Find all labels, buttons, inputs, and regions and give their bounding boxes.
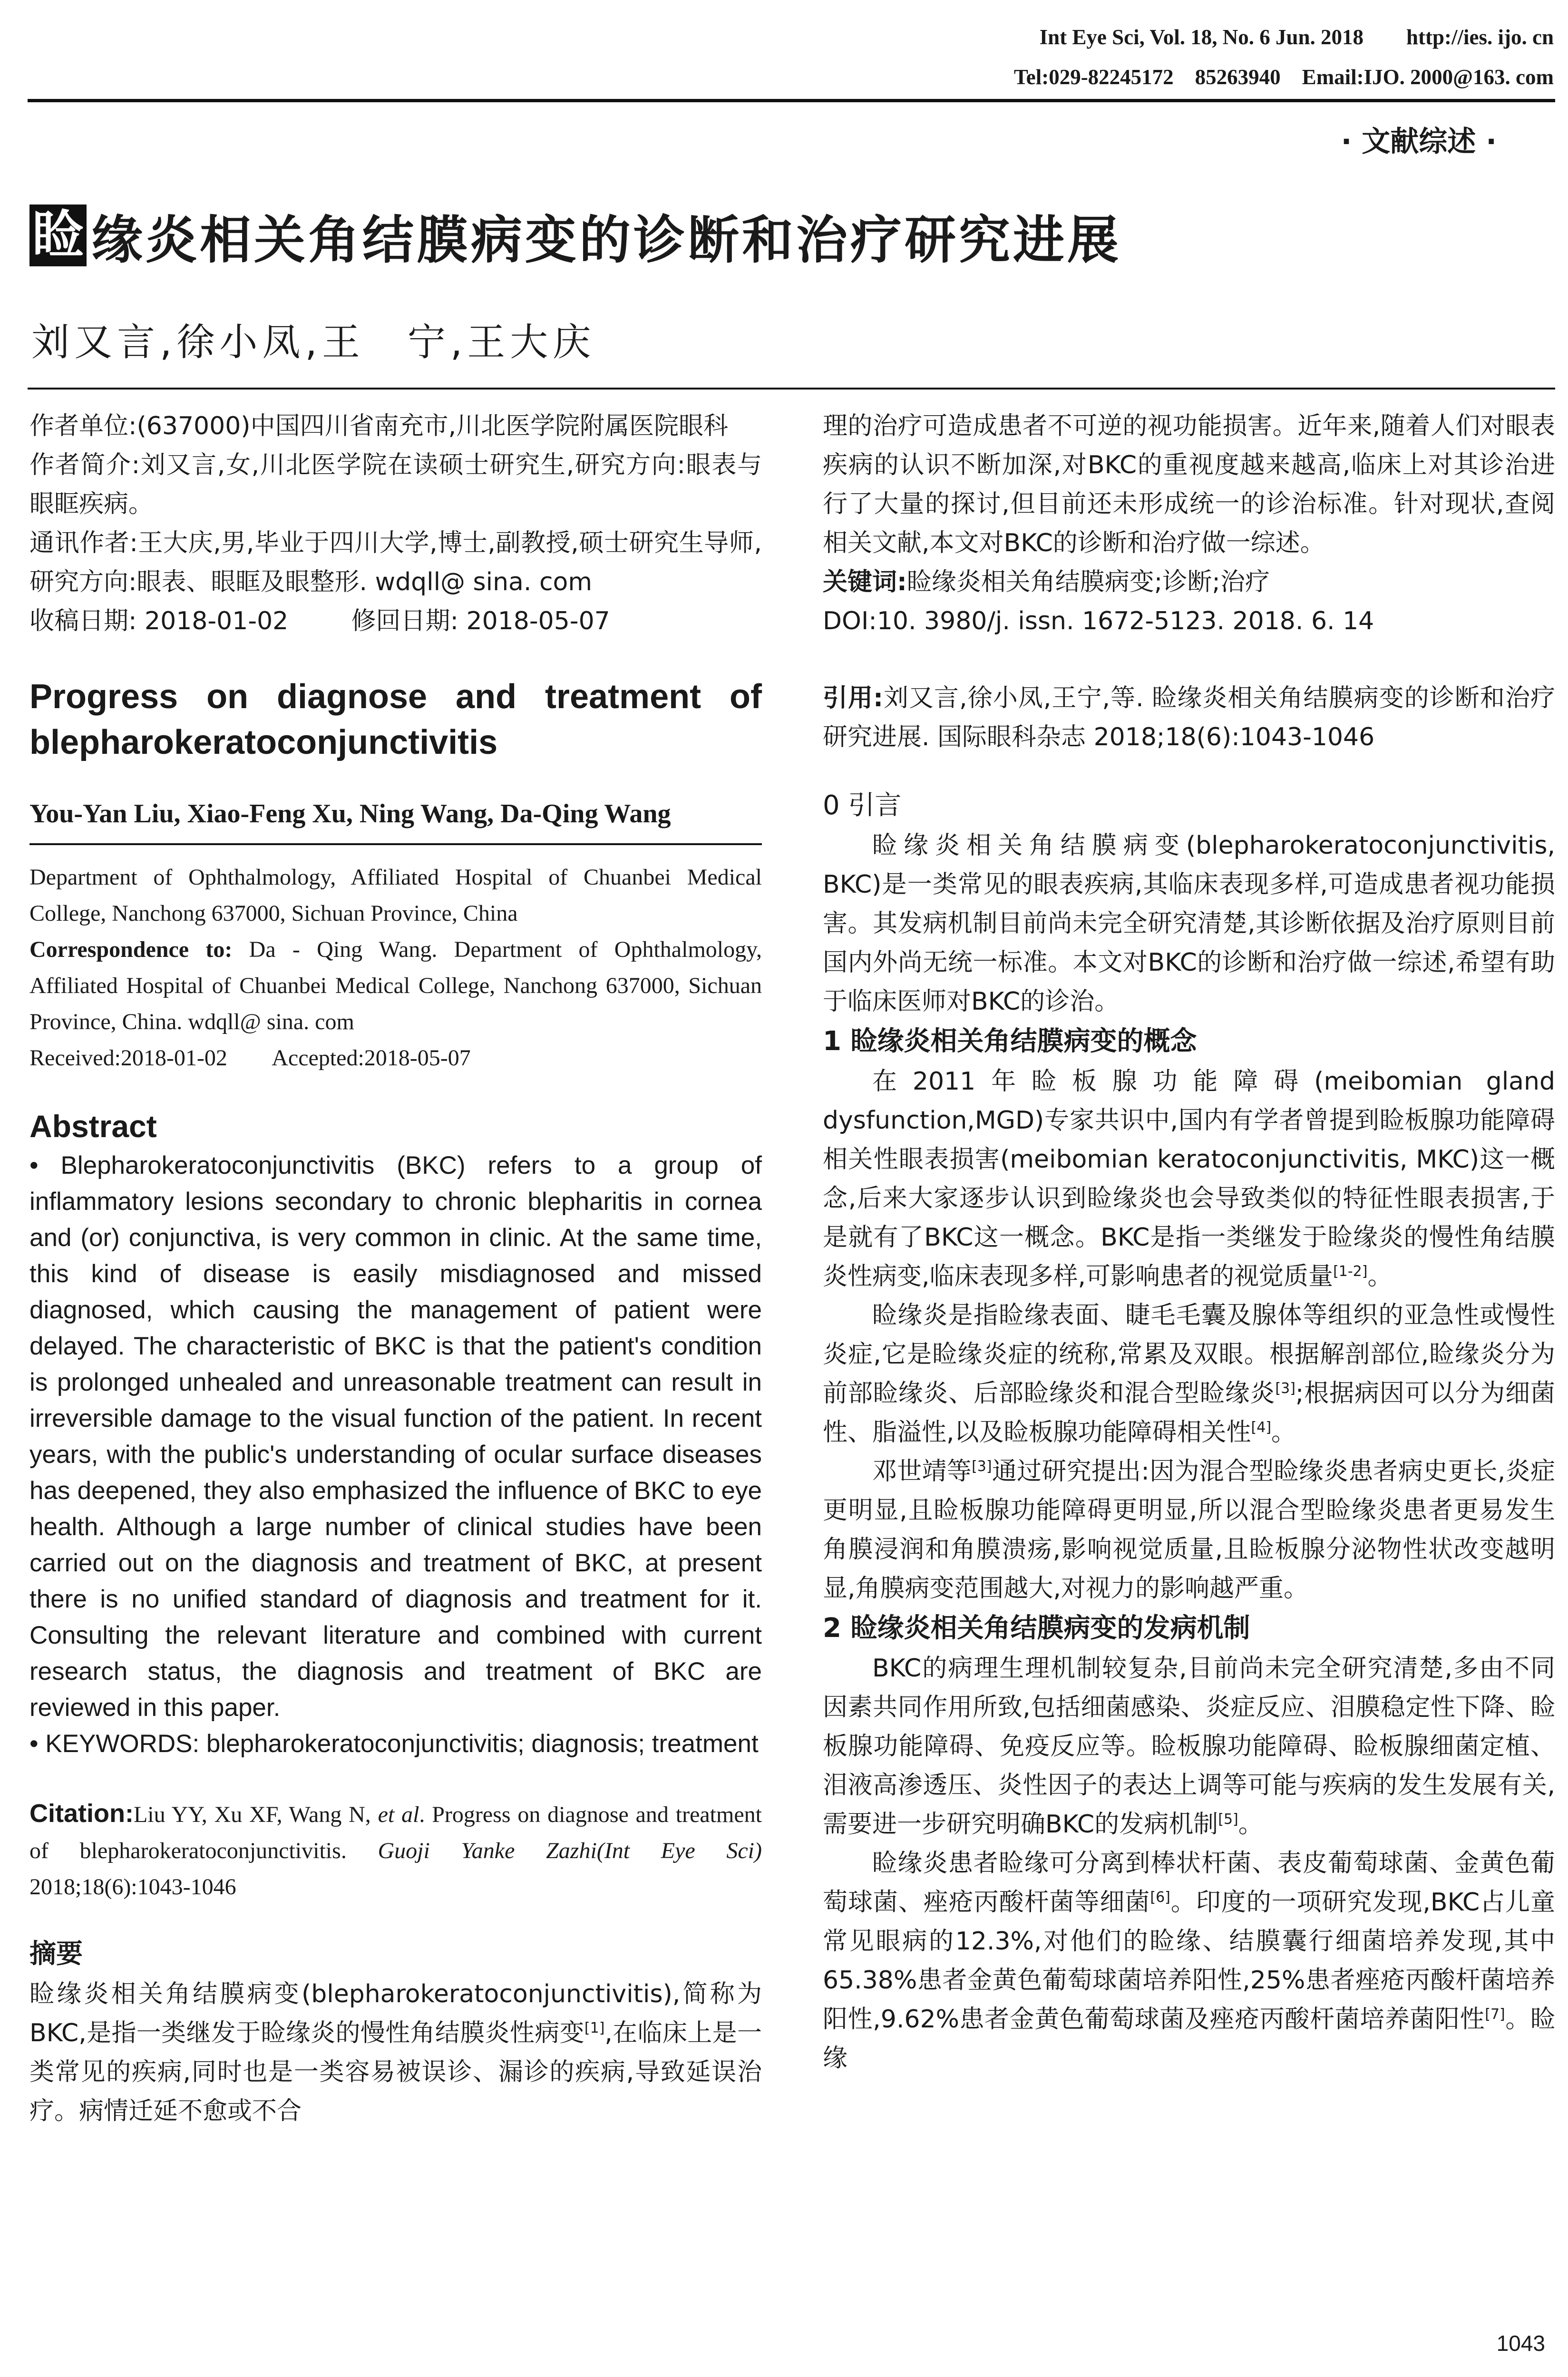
department: Department of Ophthalmology, Affiliated Hospital of Chuanbei Medical College, Nanchong 637000, Sichuan Province, China [29, 865, 762, 926]
section-2-heading: 2 睑缘炎相关角结膜病变的发病机制 [823, 1613, 1250, 1644]
en-title: Progress on diagnose and treatment of blepharokeratoconjunctivitis [29, 678, 762, 761]
left-column [29, 407, 762, 2131]
section-0-heading: 0 引言 [823, 790, 902, 821]
affiliation: 作者单位:(637000)中国四川省南充市,川北医学院附属医院眼科 [29, 412, 729, 440]
dates-cn: 收稿日期: 2018-01-02 修回日期: 2018-05-07 [29, 607, 610, 635]
correspondence [29, 932, 762, 1040]
correspondence-label: Correspondence to: [29, 937, 233, 962]
authors-cn: 刘又言,徐小凤,王 宁,王大庆 [31, 320, 596, 364]
doi: DOI:10. 3980/j. issn. 1672-5123. 2018. 6. 14 [823, 607, 1374, 635]
abstract-text: • Blepharokeratoconjunctivitis (BKC) refers to a group of inflammatory lesions secondary to chronic blepharitis in cornea and (or) conjunctiva, is very common in clinic. At the same time, this kind of disease is easily misdiagnosed and missed diagnosed, which causing the management of patient were delayed. The characteristic of BKC is that the patient's condition is prolonged unhealed and unreasonable treatment can result in irreversible damage to the visual function of the patient. In recent years, with the public's understanding of ocular surface diseases has deepened, they also emphasized the influence of BKC to eye health. Although a large number of clinical studies have been carried out on the diagnosis and treatment of BKC, at present there is no unified standard of diagnosis and treatment for it. Consulting the relevant literature and combined with current research status, the diagnosis and treatment of BKC are reviewed in this paper. [29, 1151, 762, 1722]
cn-abstract-continued: 理的治疗可造成患者不可逆的视功能损害。近年来,随着人们对眼表疾病的认识不断加深,对BKC的重视度越来越高,临床上对其诊治进行了大量的探讨,但目前还未形成统一的诊治标准。针对现状,查阅相关文献,本文对BKC的诊断和治疗做一综述。 [823, 412, 1555, 557]
title-first-char: 睑 [29, 205, 87, 266]
section-1-para-3: 邓世靖等[3]通过研究提出:因为混合型睑缘炎患者病史更长,炎症更明显,且睑板腺功能障碍更明显,所以混合型睑缘炎患者更易发生角膜浸润和角膜溃疡,影响视觉质量,且睑板腺分泌物性状改变越明显,角膜病变范围越大,对视力的影响越严重。 [823, 1457, 1555, 1603]
journal-header-line2: Tel:029-82245172 85263940 Email:IJO. 2000@163. com [1013, 65, 1554, 89]
corresponding-author: 通讯作者:王大庆,男,毕业于四川大学,博士,副教授,硕士研究生导师,研究方向:眼表、眼眶及眼整形. wdqll@ sina. com [29, 529, 762, 596]
keywords-cn: 关键词:睑缘炎相关角结膜病变;诊断;治疗 [823, 568, 1270, 596]
section-1-para-1: 在2011年睑板腺功能障碍(meibomian gland dysfunction,MGD)专家共识中,国内有学者曾提到睑板腺功能障碍相关性眼表损害(meibomian keratoconjunctivitis, MKC)这一概念,后来大家逐步认识到睑缘炎也会导致类似的特征性眼表损害,于是就有了BKC这一概念。BKC是指一类继发于睑缘炎的慢性角结膜炎性病变,临床表现多样,可影响患者的视觉质量[1-2]。 [823, 1067, 1555, 1291]
section-2-para-2: 睑缘炎患者睑缘可分离到棒状杆菌、表皮葡萄球菌、金黄色葡萄球菌、痤疮丙酸杆菌等细菌[6]。印度的一项研究发现,BKC占儿童常见眼病的12.3%,对他们的睑缘、结膜囊行细菌培养发现,其中65.38%患者金黄色葡萄球菌培养阳性,25%患者痤疮丙酸杆菌培养阳性,9.62%患者金黄色葡萄球菌及痤疮丙酸杆菌培养菌阳性[7]。睑缘 [823, 1849, 1555, 2073]
journal-header-line1: Int Eye Sci, Vol. 18, No. 6 Jun. 2018 http://ies. ijo. cn [1039, 25, 1554, 49]
correspondence-text: Da - Qing Wang. Department of Ophthalmology, Affiliated Hospital of Chuanbei Medical College, Nanchong 637000, Sichuan Province, China. wdqll@ sina. com [29, 937, 762, 1034]
section-2-para-1: BKC的病理生理机制较复杂,目前尚未完全研究清楚,多由不同因素共同作用所致,包括细菌感染、炎症反应、泪膜稳定性下降、睑板腺功能障碍、免疫反应等。睑板腺功能障碍、睑板腺细菌定植、泪液高渗透压、炎性因子的表达上调等可能与疾病的发生发展有关,需要进一步研究明确BKC的发病机制[5]。 [823, 1654, 1555, 1839]
title-rule [28, 388, 1555, 390]
keywords-en: • KEYWORDS: blepharokeratoconjunctivitis; diagnosis; treatment [29, 1730, 759, 1758]
citation-en: Citation:Liu YY, Xu XF, Wang N, et al. Progress on diagnose and treatment of blepharokeratoconjunctivitis. Guoji Yanke Zazhi(Int Eye Sci) 2018;18(6):1043-1046 [29, 1799, 762, 1900]
section-1-para-2: 睑缘炎是指睑缘表面、睫毛毛囊及腺体等组织的亚急性或慢性炎症,它是睑缘炎症的统称,常累及双眼。根据解剖部位,睑缘炎分为前部睑缘炎、后部睑缘炎和混合型睑缘炎[3];根据病因可以分为细菌性、脂溢性,以及睑板腺功能障碍相关性[4]。 [823, 1301, 1555, 1447]
section-0-para: 睑缘炎相关角结膜病变(blepharokeratoconjunctivitis, BKC)是一类常见的眼表疾病,其临床表现多样,可造成患者视功能损害。其发病机制目前尚未完全研究清楚,其诊断依据及治疗原则目前国内外尚无统一标准。本文对BKC的诊断和治疗做一综述,希望有助于临床医师对BKC的诊治。 [823, 831, 1555, 1016]
section-1-heading: 1 睑缘炎相关角结膜病变的概念 [823, 1026, 1197, 1057]
section-tag: · 文献综述 · [1341, 125, 1497, 158]
cn-abstract-heading: 摘要 [29, 1939, 83, 1969]
cn-abstract-text: 睑缘炎相关角结膜病变(blepharokeratoconjunctivitis),简称为BKC,是指一类继发于睑缘炎的慢性角结膜炎性病变[1],在临床上是一类常见的疾病,同时也是一类容易被误诊、漏诊的疾病,导致延误治疗。病情迁延不愈或不合 [29, 1980, 762, 2125]
article-title [29, 202, 1121, 269]
authors-rule [29, 843, 762, 845]
abstract-heading: Abstract [29, 1109, 157, 1144]
citation-cn: 引用:刘又言,徐小凤,王宁,等. 睑缘炎相关角结膜病变的诊断和治疗研究进展. 国际眼科杂志 2018;18(6):1043-1046 [823, 684, 1556, 751]
received-dates: Received:2018-01-02 Accepted:2018-05-07 [29, 1045, 471, 1071]
citation-label: Citation: [29, 1799, 134, 1828]
title-text: 缘炎相关角结膜病变的诊断和治疗研究进展 [91, 210, 1122, 270]
right-column [823, 407, 1555, 2078]
author-bio: 作者简介:刘又言,女,川北医学院在读硕士研究生,研究方向:眼表与眼眶疾病。 [29, 451, 762, 518]
page-number: 1043 [1496, 2331, 1545, 2356]
header-rule [28, 99, 1555, 102]
en-authors: You-Yan Liu, Xiao-Feng Xu, Ning Wang, Da-Qing Wang [29, 799, 671, 828]
